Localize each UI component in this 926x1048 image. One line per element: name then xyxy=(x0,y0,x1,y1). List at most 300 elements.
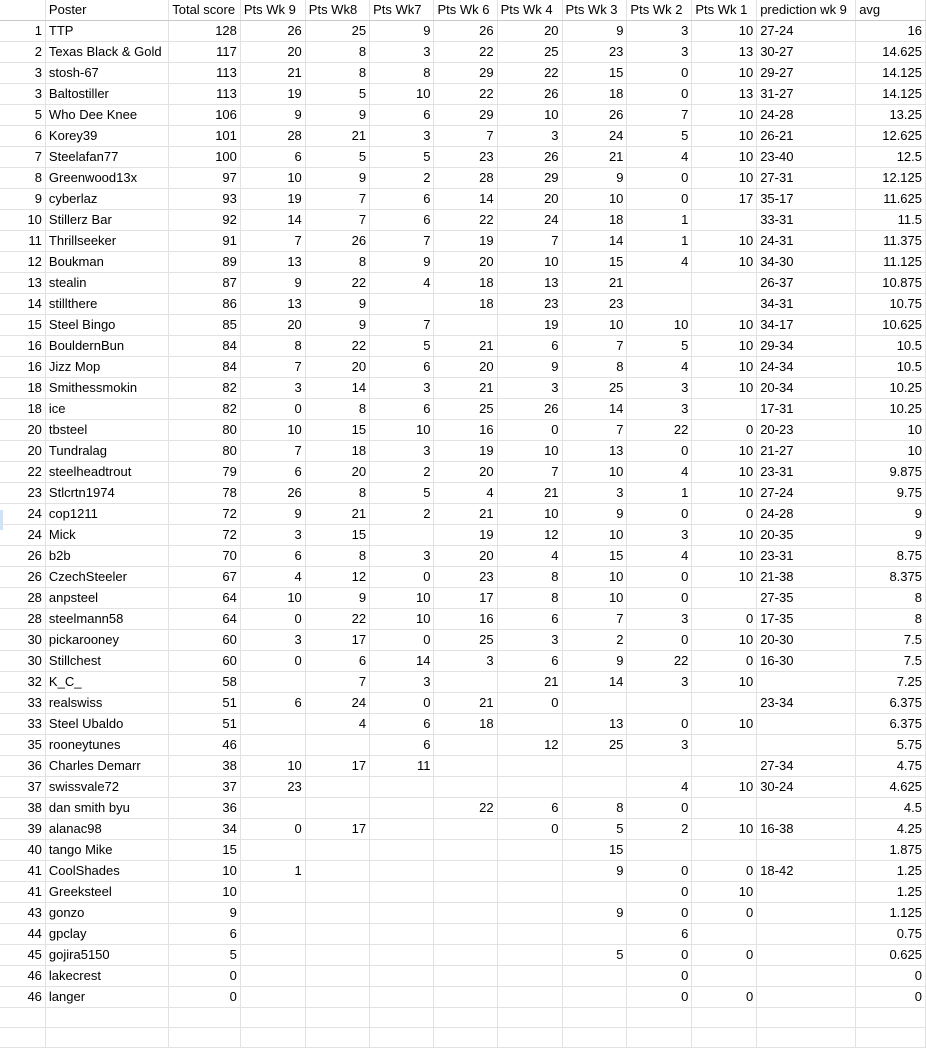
cell-pts-wk2[interactable]: 4 xyxy=(627,546,692,567)
empty-cell[interactable] xyxy=(757,1028,856,1048)
cell-prediction-wk9[interactable]: 26-21 xyxy=(757,126,856,147)
cell-pts-wk7[interactable] xyxy=(370,945,434,966)
cell-pts-wk4[interactable] xyxy=(497,840,562,861)
empty-cell[interactable] xyxy=(45,1028,168,1048)
cell-pts-wk4[interactable]: 6 xyxy=(497,609,562,630)
cell-pts-wk8[interactable]: 9 xyxy=(305,588,369,609)
cell-poster[interactable]: stillthere xyxy=(45,294,168,315)
cell-pts-wk3[interactable]: 24 xyxy=(562,126,627,147)
cell-rank[interactable]: 38 xyxy=(0,798,45,819)
cell-prediction-wk9[interactable] xyxy=(757,903,856,924)
cell-avg[interactable]: 1.25 xyxy=(856,882,926,903)
cell-pts-wk3[interactable]: 9 xyxy=(562,504,627,525)
cell-pts-wk4[interactable]: 22 xyxy=(497,63,562,84)
cell-pts-wk4[interactable]: 9 xyxy=(497,357,562,378)
cell-pts-wk8[interactable]: 7 xyxy=(305,189,369,210)
cell-avg[interactable]: 9.75 xyxy=(856,483,926,504)
cell-rank[interactable]: 3 xyxy=(0,63,45,84)
cell-pts-wk2[interactable]: 0 xyxy=(627,63,692,84)
cell-pts-wk9[interactable]: 9 xyxy=(240,504,305,525)
cell-prediction-wk9[interactable]: 26-37 xyxy=(757,273,856,294)
cell-poster[interactable]: Who Dee Knee xyxy=(45,105,168,126)
cell-pts-wk9[interactable] xyxy=(240,945,305,966)
header-cell-pts-wk3[interactable]: Pts Wk 3 xyxy=(562,0,627,21)
cell-pts-wk6[interactable] xyxy=(434,945,497,966)
cell-pts-wk4[interactable] xyxy=(497,966,562,987)
cell-pts-wk1[interactable]: 10 xyxy=(692,336,757,357)
cell-pts-wk1[interactable]: 10 xyxy=(692,147,757,168)
cell-avg[interactable]: 11.125 xyxy=(856,252,926,273)
cell-rank[interactable]: 20 xyxy=(0,420,45,441)
cell-pts-wk1[interactable] xyxy=(692,588,757,609)
cell-poster[interactable]: anpsteel xyxy=(45,588,168,609)
cell-pts-wk2[interactable]: 3 xyxy=(627,42,692,63)
cell-rank[interactable]: 20 xyxy=(0,441,45,462)
cell-pts-wk4[interactable]: 26 xyxy=(497,147,562,168)
cell-pts-wk8[interactable]: 26 xyxy=(305,231,369,252)
cell-pts-wk3[interactable]: 9 xyxy=(562,168,627,189)
cell-avg[interactable]: 0.625 xyxy=(856,945,926,966)
cell-pts-wk2[interactable]: 7 xyxy=(627,105,692,126)
cell-pts-wk4[interactable]: 4 xyxy=(497,546,562,567)
cell-avg[interactable]: 6.375 xyxy=(856,693,926,714)
cell-pts-wk3[interactable]: 9 xyxy=(562,861,627,882)
cell-pts-wk3[interactable]: 10 xyxy=(562,315,627,336)
cell-pts-wk4[interactable] xyxy=(497,924,562,945)
header-cell-pts-wk8[interactable]: Pts Wk8 xyxy=(305,0,369,21)
cell-pts-wk4[interactable]: 10 xyxy=(497,105,562,126)
cell-avg[interactable]: 0 xyxy=(856,987,926,1008)
cell-rank[interactable]: 1 xyxy=(0,21,45,42)
cell-total-score[interactable]: 113 xyxy=(169,84,241,105)
cell-pts-wk3[interactable]: 7 xyxy=(562,336,627,357)
cell-pts-wk2[interactable] xyxy=(627,840,692,861)
cell-poster[interactable]: swissvale72 xyxy=(45,777,168,798)
cell-rank[interactable]: 8 xyxy=(0,168,45,189)
cell-pts-wk3[interactable] xyxy=(562,756,627,777)
cell-pts-wk8[interactable]: 22 xyxy=(305,609,369,630)
cell-rank[interactable]: 28 xyxy=(0,609,45,630)
cell-pts-wk3[interactable]: 15 xyxy=(562,252,627,273)
cell-poster[interactable]: steelmann58 xyxy=(45,609,168,630)
cell-poster[interactable]: Steelafan77 xyxy=(45,147,168,168)
cell-total-score[interactable]: 60 xyxy=(169,630,241,651)
cell-pts-wk8[interactable]: 21 xyxy=(305,126,369,147)
cell-avg[interactable]: 8.75 xyxy=(856,546,926,567)
cell-prediction-wk9[interactable] xyxy=(757,882,856,903)
empty-cell[interactable] xyxy=(856,1028,926,1048)
cell-avg[interactable]: 13.25 xyxy=(856,105,926,126)
cell-prediction-wk9[interactable]: 34-31 xyxy=(757,294,856,315)
cell-pts-wk2[interactable]: 3 xyxy=(627,672,692,693)
cell-pts-wk3[interactable]: 13 xyxy=(562,441,627,462)
cell-pts-wk6[interactable]: 22 xyxy=(434,798,497,819)
cell-total-score[interactable]: 60 xyxy=(169,651,241,672)
cell-pts-wk6[interactable]: 20 xyxy=(434,252,497,273)
cell-pts-wk2[interactable]: 22 xyxy=(627,651,692,672)
cell-pts-wk4[interactable]: 7 xyxy=(497,462,562,483)
cell-pts-wk7[interactable]: 10 xyxy=(370,609,434,630)
cell-pts-wk2[interactable]: 3 xyxy=(627,735,692,756)
cell-rank[interactable]: 43 xyxy=(0,903,45,924)
cell-prediction-wk9[interactable]: 20-30 xyxy=(757,630,856,651)
cell-pts-wk7[interactable]: 6 xyxy=(370,714,434,735)
cell-total-score[interactable]: 64 xyxy=(169,588,241,609)
cell-pts-wk3[interactable]: 21 xyxy=(562,273,627,294)
cell-poster[interactable]: b2b xyxy=(45,546,168,567)
empty-cell[interactable] xyxy=(240,1008,305,1028)
cell-pts-wk3[interactable]: 9 xyxy=(562,903,627,924)
cell-pts-wk1[interactable]: 10 xyxy=(692,357,757,378)
cell-poster[interactable]: Tundralag xyxy=(45,441,168,462)
cell-prediction-wk9[interactable]: 29-27 xyxy=(757,63,856,84)
cell-total-score[interactable]: 100 xyxy=(169,147,241,168)
cell-pts-wk6[interactable]: 7 xyxy=(434,126,497,147)
cell-pts-wk1[interactable]: 10 xyxy=(692,777,757,798)
cell-pts-wk4[interactable]: 20 xyxy=(497,21,562,42)
cell-pts-wk3[interactable]: 15 xyxy=(562,546,627,567)
cell-pts-wk7[interactable] xyxy=(370,924,434,945)
header-cell-prediction-wk9[interactable]: prediction wk 9 xyxy=(757,0,856,21)
cell-pts-wk7[interactable]: 14 xyxy=(370,651,434,672)
cell-prediction-wk9[interactable]: 17-31 xyxy=(757,399,856,420)
cell-rank[interactable]: 5 xyxy=(0,105,45,126)
cell-avg[interactable]: 10.875 xyxy=(856,273,926,294)
cell-pts-wk9[interactable]: 13 xyxy=(240,252,305,273)
cell-pts-wk1[interactable] xyxy=(692,840,757,861)
cell-pts-wk7[interactable] xyxy=(370,840,434,861)
cell-pts-wk1[interactable]: 0 xyxy=(692,987,757,1008)
cell-prediction-wk9[interactable]: 24-34 xyxy=(757,357,856,378)
cell-pts-wk9[interactable]: 26 xyxy=(240,21,305,42)
cell-pts-wk6[interactable]: 22 xyxy=(434,42,497,63)
cell-pts-wk2[interactable]: 0 xyxy=(627,189,692,210)
cell-rank[interactable]: 6 xyxy=(0,126,45,147)
empty-cell[interactable] xyxy=(627,1008,692,1028)
cell-pts-wk8[interactable]: 17 xyxy=(305,630,369,651)
cell-pts-wk1[interactable]: 10 xyxy=(692,63,757,84)
cell-pts-wk3[interactable] xyxy=(562,987,627,1008)
header-cell-pts-wk6[interactable]: Pts Wk 6 xyxy=(434,0,497,21)
cell-pts-wk4[interactable]: 6 xyxy=(497,651,562,672)
cell-avg[interactable]: 10.25 xyxy=(856,399,926,420)
cell-pts-wk4[interactable]: 10 xyxy=(497,252,562,273)
cell-rank[interactable]: 36 xyxy=(0,756,45,777)
empty-cell[interactable] xyxy=(240,1028,305,1048)
cell-pts-wk1[interactable]: 10 xyxy=(692,567,757,588)
cell-pts-wk4[interactable] xyxy=(497,714,562,735)
cell-prediction-wk9[interactable]: 31-27 xyxy=(757,84,856,105)
cell-rank[interactable]: 44 xyxy=(0,924,45,945)
cell-avg[interactable]: 12.5 xyxy=(856,147,926,168)
cell-rank[interactable]: 35 xyxy=(0,735,45,756)
cell-pts-wk2[interactable] xyxy=(627,273,692,294)
cell-prediction-wk9[interactable]: 23-40 xyxy=(757,147,856,168)
cell-total-score[interactable]: 82 xyxy=(169,378,241,399)
cell-avg[interactable]: 14.125 xyxy=(856,84,926,105)
cell-pts-wk1[interactable] xyxy=(692,294,757,315)
empty-cell[interactable] xyxy=(434,1008,497,1028)
empty-cell[interactable] xyxy=(169,1028,241,1048)
cell-pts-wk8[interactable] xyxy=(305,798,369,819)
cell-total-score[interactable]: 128 xyxy=(169,21,241,42)
cell-avg[interactable]: 4.5 xyxy=(856,798,926,819)
empty-cell[interactable] xyxy=(45,1008,168,1028)
cell-rank[interactable]: 16 xyxy=(0,336,45,357)
cell-pts-wk6[interactable] xyxy=(434,756,497,777)
cell-prediction-wk9[interactable]: 24-28 xyxy=(757,504,856,525)
cell-pts-wk4[interactable]: 20 xyxy=(497,189,562,210)
cell-pts-wk2[interactable]: 4 xyxy=(627,252,692,273)
cell-pts-wk7[interactable]: 3 xyxy=(370,546,434,567)
cell-pts-wk2[interactable]: 0 xyxy=(627,861,692,882)
cell-pts-wk9[interactable]: 6 xyxy=(240,693,305,714)
cell-avg[interactable]: 10.75 xyxy=(856,294,926,315)
cell-rank[interactable]: 37 xyxy=(0,777,45,798)
cell-avg[interactable]: 0 xyxy=(856,966,926,987)
cell-pts-wk1[interactable]: 0 xyxy=(692,609,757,630)
cell-avg[interactable]: 9.875 xyxy=(856,462,926,483)
cell-pts-wk2[interactable]: 22 xyxy=(627,420,692,441)
cell-pts-wk8[interactable]: 8 xyxy=(305,483,369,504)
cell-prediction-wk9[interactable]: 24-28 xyxy=(757,105,856,126)
cell-avg[interactable]: 16 xyxy=(856,21,926,42)
cell-pts-wk3[interactable]: 2 xyxy=(562,630,627,651)
cell-rank[interactable]: 2 xyxy=(0,42,45,63)
empty-cell[interactable] xyxy=(0,1028,45,1048)
cell-pts-wk6[interactable]: 19 xyxy=(434,441,497,462)
cell-poster[interactable]: Texas Black & Gold xyxy=(45,42,168,63)
cell-pts-wk1[interactable]: 10 xyxy=(692,126,757,147)
cell-pts-wk2[interactable]: 0 xyxy=(627,84,692,105)
cell-pts-wk1[interactable]: 10 xyxy=(692,168,757,189)
header-cell-pts-wk2[interactable]: Pts Wk 2 xyxy=(627,0,692,21)
cell-pts-wk6[interactable] xyxy=(434,672,497,693)
cell-pts-wk6[interactable]: 14 xyxy=(434,189,497,210)
cell-total-score[interactable]: 0 xyxy=(169,987,241,1008)
cell-pts-wk7[interactable]: 0 xyxy=(370,567,434,588)
cell-pts-wk9[interactable]: 0 xyxy=(240,651,305,672)
cell-pts-wk1[interactable]: 13 xyxy=(692,42,757,63)
cell-pts-wk2[interactable]: 0 xyxy=(627,882,692,903)
cell-pts-wk6[interactable]: 20 xyxy=(434,546,497,567)
cell-poster[interactable]: Stlcrtn1974 xyxy=(45,483,168,504)
cell-prediction-wk9[interactable] xyxy=(757,798,856,819)
cell-pts-wk1[interactable]: 10 xyxy=(692,231,757,252)
cell-pts-wk2[interactable]: 0 xyxy=(627,987,692,1008)
cell-avg[interactable]: 1.125 xyxy=(856,903,926,924)
cell-pts-wk6[interactable] xyxy=(434,777,497,798)
cell-total-score[interactable]: 9 xyxy=(169,903,241,924)
cell-rank[interactable]: 10 xyxy=(0,210,45,231)
cell-pts-wk9[interactable]: 20 xyxy=(240,315,305,336)
cell-poster[interactable]: gojira5150 xyxy=(45,945,168,966)
cell-pts-wk4[interactable]: 0 xyxy=(497,819,562,840)
cell-prediction-wk9[interactable]: 27-24 xyxy=(757,483,856,504)
cell-pts-wk6[interactable] xyxy=(434,924,497,945)
cell-pts-wk6[interactable]: 20 xyxy=(434,462,497,483)
cell-pts-wk7[interactable] xyxy=(370,777,434,798)
cell-pts-wk7[interactable]: 6 xyxy=(370,399,434,420)
cell-pts-wk8[interactable]: 5 xyxy=(305,147,369,168)
cell-pts-wk7[interactable]: 3 xyxy=(370,126,434,147)
cell-pts-wk7[interactable] xyxy=(370,798,434,819)
cell-pts-wk2[interactable]: 1 xyxy=(627,231,692,252)
cell-pts-wk7[interactable]: 3 xyxy=(370,42,434,63)
cell-total-score[interactable]: 34 xyxy=(169,819,241,840)
cell-poster[interactable]: pickarooney xyxy=(45,630,168,651)
cell-pts-wk8[interactable]: 8 xyxy=(305,546,369,567)
cell-pts-wk3[interactable]: 25 xyxy=(562,735,627,756)
cell-total-score[interactable]: 106 xyxy=(169,105,241,126)
cell-pts-wk9[interactable]: 0 xyxy=(240,399,305,420)
cell-rank[interactable]: 26 xyxy=(0,567,45,588)
cell-pts-wk4[interactable]: 0 xyxy=(497,693,562,714)
empty-cell[interactable] xyxy=(169,1008,241,1028)
cell-prediction-wk9[interactable]: 23-34 xyxy=(757,693,856,714)
cell-pts-wk6[interactable] xyxy=(434,966,497,987)
cell-pts-wk9[interactable]: 20 xyxy=(240,42,305,63)
cell-pts-wk9[interactable]: 10 xyxy=(240,420,305,441)
cell-prediction-wk9[interactable]: 27-34 xyxy=(757,756,856,777)
cell-avg[interactable]: 4.25 xyxy=(856,819,926,840)
cell-pts-wk8[interactable]: 9 xyxy=(305,294,369,315)
cell-pts-wk2[interactable] xyxy=(627,294,692,315)
cell-poster[interactable]: Baltostiller xyxy=(45,84,168,105)
cell-pts-wk3[interactable]: 7 xyxy=(562,420,627,441)
cell-pts-wk7[interactable]: 7 xyxy=(370,315,434,336)
cell-rank[interactable]: 30 xyxy=(0,630,45,651)
cell-total-score[interactable]: 86 xyxy=(169,294,241,315)
cell-pts-wk3[interactable]: 9 xyxy=(562,21,627,42)
cell-poster[interactable]: BouldernBun xyxy=(45,336,168,357)
cell-pts-wk9[interactable] xyxy=(240,966,305,987)
cell-prediction-wk9[interactable]: 27-31 xyxy=(757,168,856,189)
cell-pts-wk8[interactable]: 17 xyxy=(305,756,369,777)
cell-pts-wk4[interactable]: 10 xyxy=(497,441,562,462)
empty-cell[interactable] xyxy=(305,1028,369,1048)
cell-total-score[interactable]: 89 xyxy=(169,252,241,273)
cell-pts-wk7[interactable]: 9 xyxy=(370,21,434,42)
cell-pts-wk3[interactable]: 26 xyxy=(562,105,627,126)
cell-pts-wk7[interactable]: 2 xyxy=(370,168,434,189)
cell-pts-wk7[interactable] xyxy=(370,903,434,924)
cell-pts-wk6[interactable]: 17 xyxy=(434,588,497,609)
empty-cell[interactable] xyxy=(370,1008,434,1028)
cell-rank[interactable]: 26 xyxy=(0,546,45,567)
cell-pts-wk6[interactable] xyxy=(434,861,497,882)
cell-total-score[interactable]: 70 xyxy=(169,546,241,567)
cell-pts-wk7[interactable]: 8 xyxy=(370,63,434,84)
cell-avg[interactable]: 9 xyxy=(856,504,926,525)
cell-pts-wk3[interactable]: 5 xyxy=(562,945,627,966)
cell-rank[interactable]: 24 xyxy=(0,525,45,546)
cell-pts-wk4[interactable]: 0 xyxy=(497,420,562,441)
empty-cell[interactable] xyxy=(627,1028,692,1048)
cell-pts-wk7[interactable]: 9 xyxy=(370,252,434,273)
cell-pts-wk4[interactable]: 23 xyxy=(497,294,562,315)
cell-pts-wk3[interactable]: 3 xyxy=(562,483,627,504)
cell-pts-wk3[interactable]: 9 xyxy=(562,651,627,672)
cell-pts-wk8[interactable]: 15 xyxy=(305,420,369,441)
cell-rank[interactable]: 30 xyxy=(0,651,45,672)
cell-pts-wk1[interactable]: 0 xyxy=(692,861,757,882)
cell-pts-wk6[interactable]: 25 xyxy=(434,630,497,651)
cell-pts-wk6[interactable]: 25 xyxy=(434,399,497,420)
cell-pts-wk7[interactable] xyxy=(370,819,434,840)
cell-pts-wk1[interactable] xyxy=(692,966,757,987)
cell-pts-wk7[interactable]: 0 xyxy=(370,630,434,651)
cell-pts-wk6[interactable] xyxy=(434,882,497,903)
cell-pts-wk6[interactable]: 22 xyxy=(434,210,497,231)
cell-pts-wk1[interactable]: 0 xyxy=(692,504,757,525)
cell-pts-wk1[interactable] xyxy=(692,273,757,294)
cell-pts-wk1[interactable] xyxy=(692,735,757,756)
cell-avg[interactable]: 10.5 xyxy=(856,357,926,378)
cell-avg[interactable]: 14.625 xyxy=(856,42,926,63)
cell-pts-wk8[interactable]: 4 xyxy=(305,714,369,735)
cell-pts-wk9[interactable]: 14 xyxy=(240,210,305,231)
cell-pts-wk9[interactable]: 0 xyxy=(240,819,305,840)
cell-poster[interactable]: realswiss xyxy=(45,693,168,714)
cell-pts-wk7[interactable]: 6 xyxy=(370,105,434,126)
cell-pts-wk3[interactable]: 8 xyxy=(562,357,627,378)
cell-total-score[interactable]: 113 xyxy=(169,63,241,84)
cell-total-score[interactable]: 38 xyxy=(169,756,241,777)
cell-poster[interactable]: CzechSteeler xyxy=(45,567,168,588)
cell-avg[interactable]: 12.625 xyxy=(856,126,926,147)
cell-pts-wk1[interactable] xyxy=(692,756,757,777)
empty-cell[interactable] xyxy=(497,1008,562,1028)
cell-avg[interactable]: 0.75 xyxy=(856,924,926,945)
cell-poster[interactable]: Korey39 xyxy=(45,126,168,147)
cell-pts-wk1[interactable]: 10 xyxy=(692,252,757,273)
cell-total-score[interactable]: 37 xyxy=(169,777,241,798)
cell-pts-wk1[interactable]: 10 xyxy=(692,525,757,546)
cell-prediction-wk9[interactable]: 23-31 xyxy=(757,462,856,483)
cell-pts-wk9[interactable]: 7 xyxy=(240,231,305,252)
cell-pts-wk8[interactable] xyxy=(305,945,369,966)
cell-prediction-wk9[interactable]: 21-38 xyxy=(757,567,856,588)
cell-pts-wk6[interactable]: 22 xyxy=(434,84,497,105)
cell-pts-wk2[interactable]: 0 xyxy=(627,945,692,966)
empty-cell[interactable] xyxy=(856,1008,926,1028)
cell-pts-wk9[interactable]: 8 xyxy=(240,336,305,357)
cell-pts-wk1[interactable]: 13 xyxy=(692,84,757,105)
cell-pts-wk6[interactable]: 3 xyxy=(434,651,497,672)
cell-pts-wk2[interactable]: 3 xyxy=(627,399,692,420)
cell-avg[interactable]: 1.875 xyxy=(856,840,926,861)
cell-rank[interactable]: 7 xyxy=(0,147,45,168)
cell-prediction-wk9[interactable]: 27-24 xyxy=(757,21,856,42)
cell-pts-wk1[interactable]: 10 xyxy=(692,672,757,693)
cell-prediction-wk9[interactable] xyxy=(757,987,856,1008)
cell-rank[interactable]: 45 xyxy=(0,945,45,966)
cell-pts-wk4[interactable] xyxy=(497,777,562,798)
cell-pts-wk6[interactable] xyxy=(434,315,497,336)
cell-poster[interactable]: Charles Demarr xyxy=(45,756,168,777)
cell-pts-wk3[interactable]: 5 xyxy=(562,819,627,840)
cell-prediction-wk9[interactable]: 16-38 xyxy=(757,819,856,840)
cell-rank[interactable]: 18 xyxy=(0,378,45,399)
cell-pts-wk3[interactable]: 15 xyxy=(562,840,627,861)
cell-pts-wk2[interactable]: 4 xyxy=(627,357,692,378)
cell-pts-wk9[interactable]: 19 xyxy=(240,84,305,105)
empty-cell[interactable] xyxy=(757,1008,856,1028)
cell-pts-wk6[interactable]: 21 xyxy=(434,504,497,525)
cell-avg[interactable]: 8 xyxy=(856,609,926,630)
cell-pts-wk6[interactable]: 23 xyxy=(434,147,497,168)
